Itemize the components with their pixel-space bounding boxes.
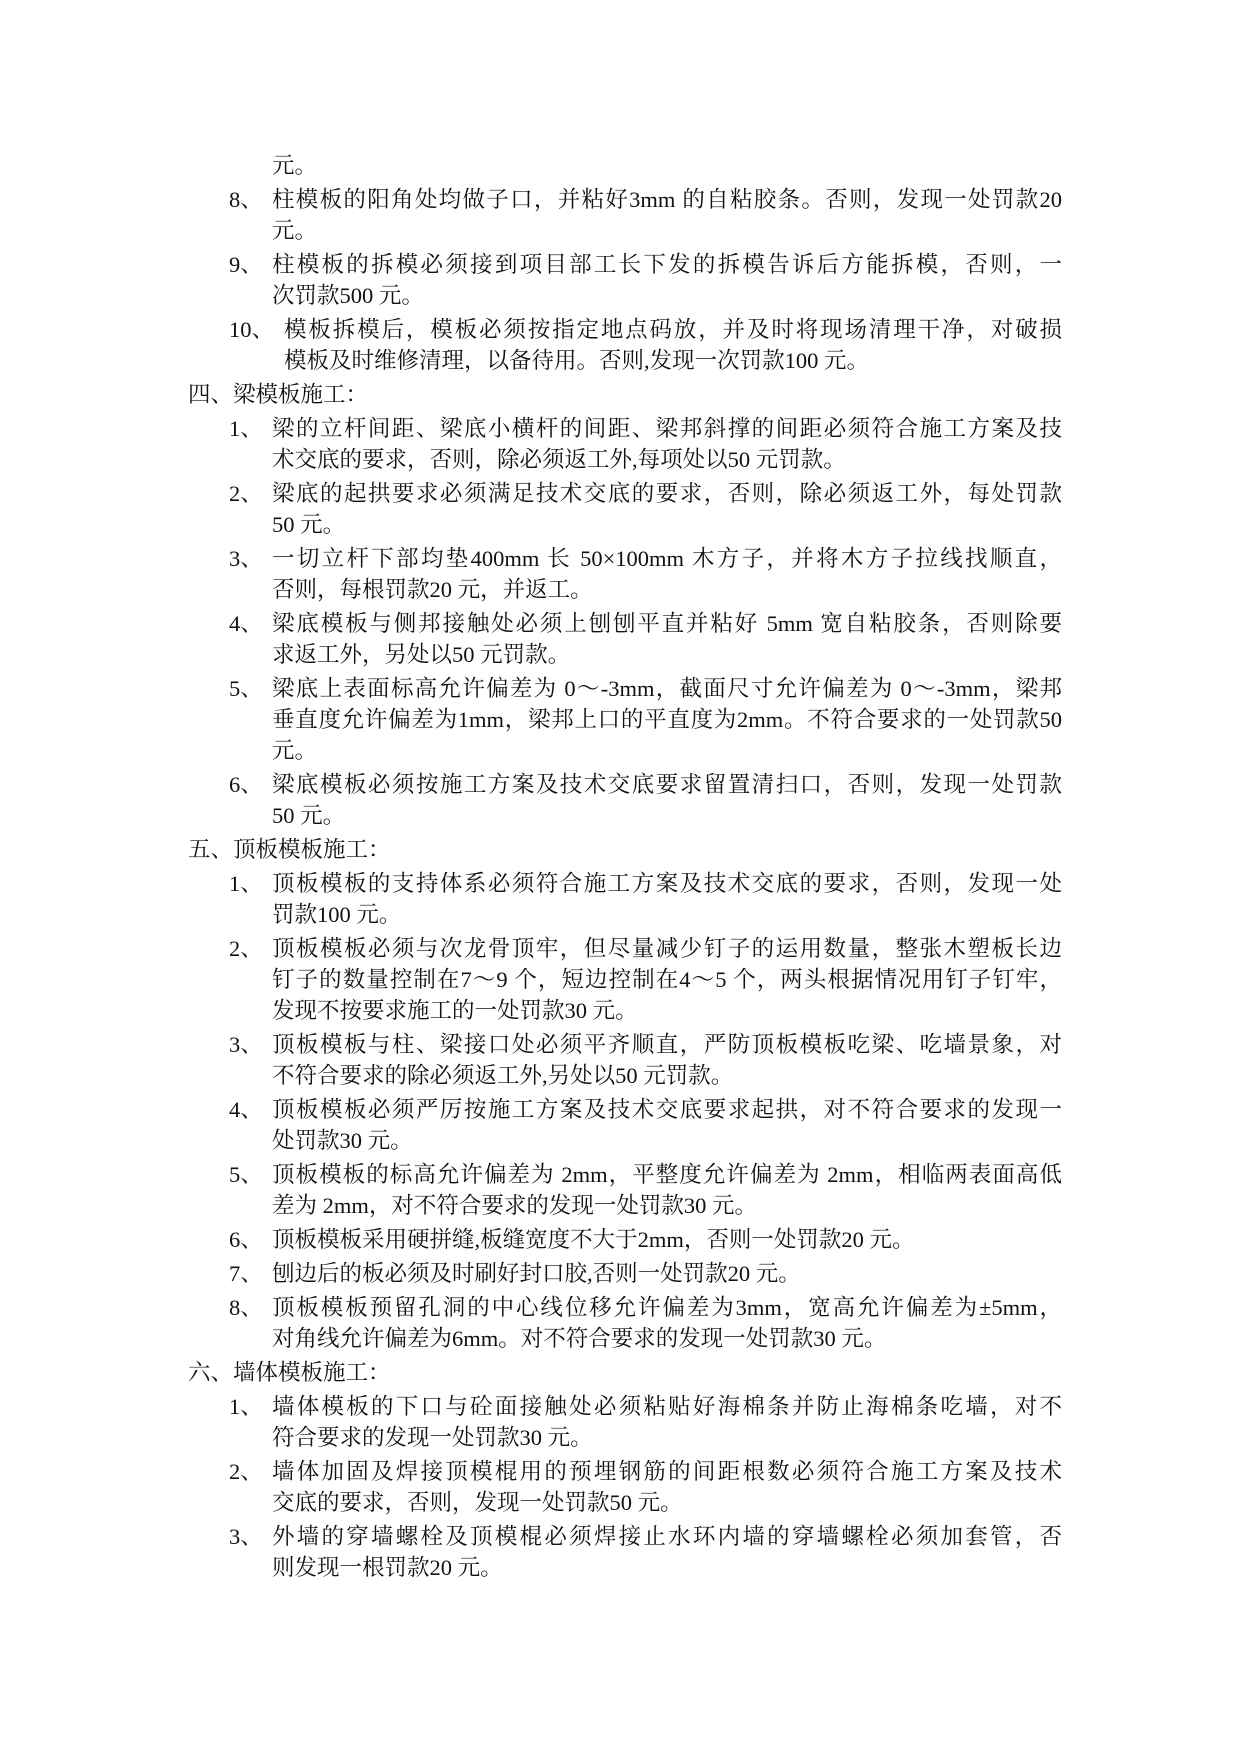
list-item [188,608,1062,670]
item-number: 3、 [229,546,263,571]
item-number: 1、 [229,871,263,896]
text-line: 梁的立杆间距、梁底小横杆的间距、梁邦斜撑的间距必须符合施工方案及技 [272,416,1062,441]
text-line: 墙体模板的下口与砼面接触处必须粘贴好海棉条并防止海棉条吃墙，对不 [272,1394,1062,1419]
list-item [188,184,1062,246]
text-line: 顶板模板采用硬拼缝,板缝宽度不大于2mm，否则一处罚款20 元。 [272,1227,915,1252]
text-line: 垂直度允许偏差为1mm，梁邦上口的平直度为2mm。不符合要求的一处罚款50 [272,707,1062,732]
text-line: 罚款100 元。 [272,902,402,927]
list-item [188,1391,1062,1453]
text-line: 梁底模板与侧邦接触处必须上刨刨平直并粘好 5mm 宽自粘胶条，否则除要 [272,611,1062,636]
item-number: 2、 [229,481,263,506]
list-item [188,1521,1062,1583]
text-line: 不符合要求的除必须返工外,另处以50 元罚款。 [272,1063,734,1088]
text-line: 交底的要求，否则，发现一处罚款50 元。 [272,1490,683,1515]
text-line: 求返工外，另处以50 元罚款。 [272,642,571,667]
item-number: 8、 [229,1295,263,1320]
text-line: 顶板模板的支持体系必须符合施工方案及技术交底的要求，否则，发现一处 [272,871,1062,896]
list-item [188,1258,1062,1289]
text-line: 柱模板的阳角处均做子口，并粘好3mm 的自粘胶条。否则，发现一处罚款20 [272,187,1062,212]
section-wall-formwork [188,1357,1062,1583]
list-item [188,1224,1062,1255]
item-number: 9、 [229,252,263,277]
text-line: 柱模板的拆模必须接到项目部工长下发的拆模告诉后方能拆模，否则，一 [272,252,1062,277]
list-item [188,413,1062,475]
section-heading [188,379,1062,410]
list-item [188,1292,1062,1354]
text-line: 术交底的要求，否则，除必须返工外,每项处以50 元罚款。 [272,447,846,472]
heading-text: 四、梁模板施工： [188,382,369,407]
text-line: 元。 [272,153,318,178]
section-heading [188,834,1062,865]
text-line: 50 元。 [272,512,346,537]
text-line: 梁底模板必须按施工方案及技术交底要求留置清扫口，否则，发现一处罚款 [272,772,1062,797]
text-line: 模板拆模后，模板必须按指定地点码放，并及时将现场清理干净，对破损 [284,317,1062,342]
item-number: 8、 [229,187,263,212]
item-number: 2、 [229,936,263,961]
item-number: 6、 [229,1227,263,1252]
heading-text: 五、顶板模板施工： [188,837,391,862]
text-line: 否则，每根罚款20 元，并返工。 [272,577,593,602]
heading-text: 六、墙体模板施工： [188,1360,391,1385]
item-number: 4、 [229,611,263,636]
list-item [188,769,1062,831]
item-number: 5、 [229,676,263,701]
text-line: 钉子的数量控制在7～9 个，短边控制在4～5 个，两头根据情况用钉子钉牢， [272,967,1062,992]
text-line: 墙体加固及焊接顶模棍用的预埋钢筋的间距根数必须符合施工方案及技术 [272,1459,1062,1484]
text-line: 顶板模板预留孔洞的中心线位移允许偏差为3mm，宽高允许偏差为±5mm， [272,1295,1062,1320]
text-line: 元。 [272,218,318,243]
document-body [188,150,1062,1583]
section-heading [188,1357,1062,1388]
list-item [188,1029,1062,1091]
item-number: 1、 [229,1394,263,1419]
text-line: 梁底上表面标高允许偏差为 0～-3mm，截面尺寸允许偏差为 0～-3mm，梁邦 [272,676,1062,701]
text-line: 则发现一根罚款20 元。 [272,1555,503,1580]
text-line: 顶板模板的标高允许偏差为 2mm，平整度允许偏差为 2mm，相临两表面高低 [272,1162,1062,1187]
section-slab-formwork [188,834,1062,1354]
text-line: 50 元。 [272,803,346,828]
text-line: 顶板模板必须严厉按施工方案及技术交底要求起拱，对不符合要求的发现一 [272,1097,1062,1122]
item-number: 4、 [229,1097,263,1122]
continuation-paragraph [188,150,1062,181]
item-number: 5、 [229,1162,263,1187]
list-item [188,249,1062,311]
text-line: 符合要求的发现一处罚款30 元。 [272,1425,593,1450]
text-line: 发现不按要求施工的一处罚款30 元。 [272,998,638,1023]
text-line: 梁底的起拱要求必须满足技术交底的要求，否则，除必须返工外，每处罚款 [272,481,1062,506]
text-line: 一切立杆下部均垫400mm 长 50×100mm 木方子，并将木方子拉线找顺直， [272,546,1062,571]
list-item [188,868,1062,930]
list-item [188,673,1062,766]
text-line: 模板及时维修清理，以备待用。否则,发现一次罚款100 元。 [284,348,870,373]
text-line: 处罚款30 元。 [272,1128,413,1153]
item-number: 2、 [229,1459,263,1484]
list-item [188,1159,1062,1221]
text-line: 对角线允许偏差为6mm。对不符合要求的发现一处罚款30 元。 [272,1326,887,1351]
text-line: 刨边后的板必须及时刷好封口胶,否则一处罚款20 元。 [272,1261,801,1286]
item-number: 3、 [229,1032,263,1057]
text-line: 顶板模板必须与次龙骨顶牢，但尽量减少钉子的运用数量，整张木塑板长边 [272,936,1062,961]
list-item [188,478,1062,540]
list-item [188,1456,1062,1518]
item-number: 3、 [229,1524,263,1549]
list-item [188,543,1062,605]
item-number: 7、 [229,1261,263,1286]
item-number: 6、 [229,772,263,797]
section-beam-formwork [188,379,1062,831]
item-number: 1、 [229,416,263,441]
text-line: 顶板模板与柱、梁接口处必须平齐顺直，严防顶板模板吃梁、吃墙景象，对 [272,1032,1062,1057]
item-number: 10、 [229,317,275,342]
list-item [188,1094,1062,1156]
text-line: 外墙的穿墙螺栓及顶模棍必须焊接止水环内墙的穿墙螺栓必须加套管，否 [272,1524,1062,1549]
text-line: 次罚款500 元。 [272,283,424,308]
list-item [188,314,1062,376]
text-line: 差为 2mm，对不符合要求的发现一处罚款30 元。 [272,1193,758,1218]
text-line: 元。 [272,738,318,763]
list-item [188,933,1062,1026]
